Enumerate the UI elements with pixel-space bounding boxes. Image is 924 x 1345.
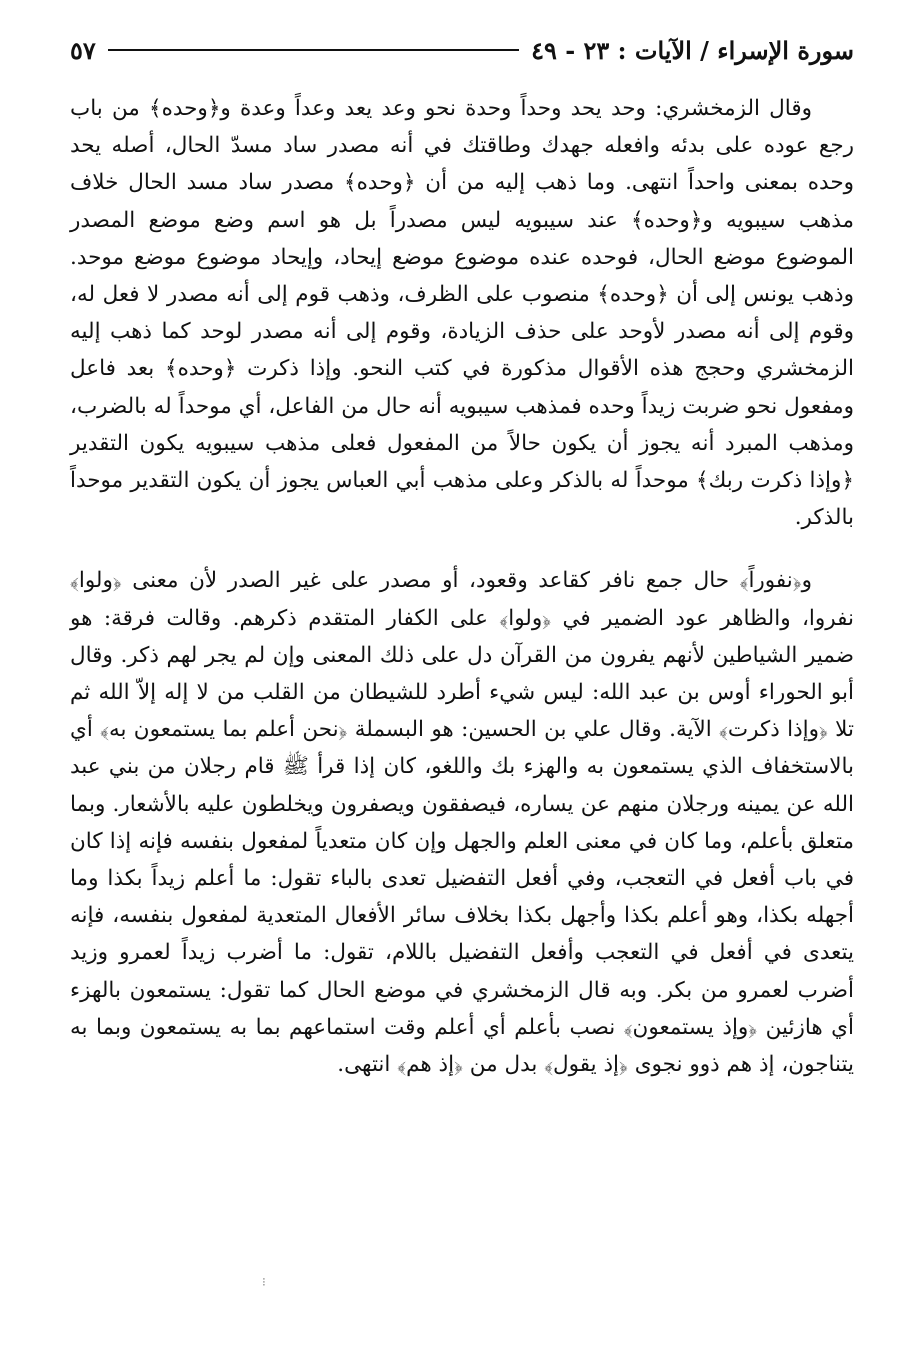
header-rule	[108, 49, 519, 51]
running-title: سورة الإسراء / الآيات : ٢٣ - ٤٩	[531, 35, 854, 65]
page-body	[70, 90, 854, 1083]
paragraph-2: و﴿نفوراً﴾ حال جمع نافر كقاعد وقعود، أو مصدر على غير الصدر لأن معنى ﴿ولوا﴾ نفروا، والظاهر عود الضمير في ﴿ولوا﴾ على الكفار المتقدم ذكرهم. وقالت فرقة: هو ضمير الشياطين لأنهم يفرون من القرآن دل على ذلك المعنى وإن لم يجر لهم ذكر. وقال أبو الحوراء أوس بن عبد الله: ليس شيء أطرد للشيطان من القلب من لا إله إلاّ الله ثم تلا ﴿وإذا ذكرت﴾ الآية. وقال علي بن الحسين: هو البسملة ﴿نحن أعلم بما يستمعون به﴾ أي بالاستخفاف الذي يستمعون به والهزء بك واللغو، كان إذا قرأ ﷺ قام رجلان من بني عبد الله عن يمينه ورجلان منهم عن يساره، فيصفقون ويصفرون ويخلطون عليه بالأشعار. وبما متعلق بأعلم، وما كان في معنى العلم والجهل وإن كان متعدياً لمفعول بنفسه فإنه إذا كان في باب أفعل في التعجب، وفي أفعل التفضيل تعدى بالباء تقول: ما أعلم زيداً بكذا وما أجهله بكذا، وهو أعلم بكذا وأجهل بكذا بخلاف سائر الأفعال المتعدية لمفعول بنفسه، فإنه يتعدى في أفعل في التعجب وأفعل التفضيل باللام، تقول: ما أضرب زيداً لعمرو وزيد أضرب لعمرو من بكر. وبه قال الزمخشري في موضع الحال كما تقول: يستمعون بالهزء أي هازئين ﴿وإذ يستمعون﴾ نصب بأعلم أي أعلم وقت استماعهم بما به يستمعون وبما به يتناجون، إذ هم ذوو نجوى ﴿إذ يقول﴾ بدل من ﴿إذ هم﴾ انتهى.	[70, 568, 854, 1078]
scan-speck: ⁝	[262, 1275, 266, 1289]
page-number: ٥٧	[70, 35, 96, 65]
page-header	[70, 30, 854, 70]
paragraph-1: وقال الزمخشري: وحد يحد وحداً وحدة نحو وعد يعد وعداً وعدة و﴿وحده﴾ من باب رجع عوده على بدئه وافعله جهدك وطاقتك في أنه مصدر ساد مسدّ الحال، أصله يحد وحده بمعنى واحداً انتهى. وما ذهب إليه من أن ﴿وحده﴾ مصدر ساد مسد الحال خلاف مذهب سيبويه و﴿وحده﴾ عند سيبويه ليس مصدراً بل هو اسم وضع موضع المصدر الموضوع موضع الحال، فوحده عنده موضوع موضع إيحاد، وإيحاد موضوع موضع موحد. وذهب يونس إلى أن ﴿وحده﴾ منصوب على الظرف، وذهب قوم إلى أنه مصدر لا فعل له، وقوم إلى أنه مصدر لأوحد على حذف الزيادة، وقوم إلى أنه مصدر لوحد كما ذهب إليه الزمخشري وحجج هذه الأقوال مذكورة في كتب النحو. وإذا ذكرت ﴿وحده﴾ بعد فاعل ومفعول نحو ضربت زيداً وحده فمذهب سيبويه أنه حال من الفاعل، أي موحداً له بالضرب، ومذهب المبرد أنه يجوز أن يكون حالاً من المفعول فعلى مذهب سيبويه يكون التقدير ﴿وإذا ذكرت ربك﴾ موحداً له بالذكر وعلى مذهب أبي العباس يجوز أن يكون التقدير موحداً بالذكر.	[70, 96, 854, 531]
